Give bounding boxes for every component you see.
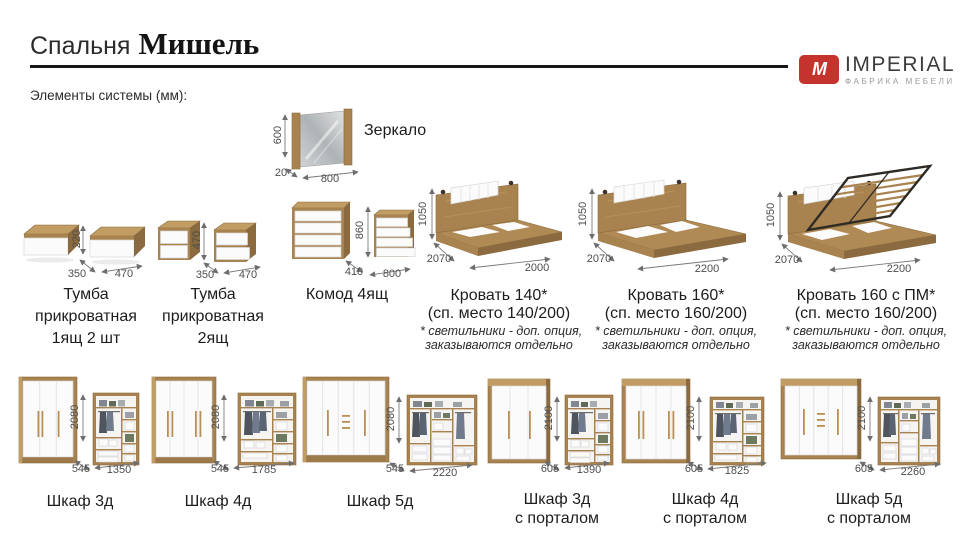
width-dim-label: 800 xyxy=(320,173,340,185)
product-bedside-table-1drawer xyxy=(22,210,150,358)
product-wardrobe-4door-portal xyxy=(620,375,772,535)
nightstand-b xyxy=(90,227,145,265)
height-dim-label: 1050 xyxy=(577,201,589,227)
depth-dim-label: 545 xyxy=(385,463,405,475)
height-dim-label: 220 xyxy=(71,229,83,249)
product-caption xyxy=(282,285,412,304)
width-dim-label: 2200 xyxy=(886,263,912,275)
product-caption xyxy=(15,492,145,511)
page-title-prefix: Спальня xyxy=(30,32,131,60)
product-caption xyxy=(152,284,274,350)
caption-line: Шкаф 5д xyxy=(346,493,414,510)
caption-line: 2ящ xyxy=(197,330,229,347)
product-wardrobe-5door-portal xyxy=(778,375,960,535)
depth-dim-label: 605 xyxy=(540,463,560,475)
bed-note-line1: * светильники - доп. опция, xyxy=(594,324,758,338)
dresser-front-view xyxy=(292,202,350,259)
product-wardrobe-4door xyxy=(148,375,300,533)
bed-note-line2: заказываются отдельно xyxy=(602,338,750,352)
bed-note-line1: * светильники - доп. опция, xyxy=(784,324,948,338)
product-caption xyxy=(300,492,460,511)
product-caption: Кровать 160 с ПМ* xyxy=(796,287,936,304)
imperial-logo-text xyxy=(845,55,955,86)
width-dim-label: 2260 xyxy=(900,466,926,478)
wardrobe-closed-view xyxy=(622,379,690,463)
height-dim-label: 470 xyxy=(191,230,203,250)
product-caption xyxy=(485,490,629,528)
wardrobe-closed-view xyxy=(781,379,861,459)
page-title-series: Мишель xyxy=(138,26,260,61)
height-dim-label: 2100 xyxy=(543,405,555,431)
imperial-logo-badge xyxy=(799,55,839,84)
height-dim-label: 2100 xyxy=(856,405,868,431)
wardrobe-5door-portal-drawing xyxy=(778,375,960,475)
caption-line: Тумба xyxy=(190,286,236,303)
width-dim-label: 1825 xyxy=(724,465,750,477)
elements-subtitle: Элементы системы (мм): xyxy=(30,88,188,103)
caption-line: Шкаф 5д xyxy=(835,491,903,508)
wardrobe-closed-view xyxy=(303,377,389,462)
width-dim-label: 2000 xyxy=(524,262,550,274)
depth-dim-label: 350 xyxy=(195,269,215,281)
imperial-logo xyxy=(799,55,955,86)
wardrobe-closed-view xyxy=(152,377,216,463)
width-dim-label: 1350 xyxy=(106,464,132,476)
caption-line: Шкаф 4д xyxy=(671,491,739,508)
product-caption xyxy=(620,490,790,528)
height-dim-label: 2080 xyxy=(385,406,397,432)
width-dim-label: 1785 xyxy=(251,464,277,476)
caption-line: с порталом xyxy=(826,510,911,527)
height-dim-label: 2080 xyxy=(69,404,81,430)
product-subcaption: (сп. место 140/200) xyxy=(427,305,571,322)
height-dim-label: 2080 xyxy=(210,404,222,430)
caption-line: Комод 4ящ xyxy=(305,286,389,303)
brand-tagline: ФАБРИКА МЕБЕЛИ xyxy=(845,77,955,86)
dresser-open-view xyxy=(374,210,415,257)
product-wardrobe-3door xyxy=(15,375,145,533)
product-bed-160-lift xyxy=(765,158,963,357)
depth-dim-label: 350 xyxy=(67,268,87,280)
mirror-drawing xyxy=(272,103,448,183)
wardrobe-open-view xyxy=(93,393,139,465)
height-dim-label: 2100 xyxy=(685,405,697,431)
width-dim-label: 470 xyxy=(238,269,258,281)
width-dim-label: 470 xyxy=(114,268,134,280)
width-dim-label: 1390 xyxy=(576,464,602,476)
product-subcaption: (сп. место 160/200) xyxy=(604,305,748,322)
bed-shape xyxy=(598,180,746,258)
depth-dim-label: 605 xyxy=(854,463,874,475)
depth-dim-label: 2070 xyxy=(774,254,800,266)
product-caption xyxy=(778,490,960,528)
depth-dim-label: 545 xyxy=(71,463,91,475)
product-subcaption: (сп. место 160/200) xyxy=(794,305,938,322)
depth-dim-label: 410 xyxy=(344,266,364,278)
product-caption: Кровать 140* xyxy=(450,287,548,304)
depth-dim-label: 2070 xyxy=(426,253,452,265)
caption-line: прикроватная xyxy=(162,308,264,325)
caption-line: Шкаф 3д xyxy=(523,491,591,508)
height-dim-label: 1050 xyxy=(765,202,777,228)
caption-line: с порталом xyxy=(514,510,599,527)
page-title xyxy=(30,26,259,62)
caption-line: Тумба xyxy=(63,286,109,303)
product-wardrobe-3door-portal xyxy=(485,375,617,535)
header-divider xyxy=(30,65,788,68)
imperial-monogram-icon: M xyxy=(812,59,826,79)
product-bedside-table-2drawer xyxy=(152,210,274,358)
width-dim-label: 800 xyxy=(382,268,402,280)
nightstand-open xyxy=(214,223,256,262)
caption-line: с порталом xyxy=(662,510,747,527)
depth-dim-label: 605 xyxy=(684,463,704,475)
product-bed-160 xyxy=(578,175,774,357)
wardrobe-4door-drawing xyxy=(148,375,300,475)
caption-line: прикроватная xyxy=(35,308,137,325)
caption-line: Шкаф 3д xyxy=(46,493,114,510)
caption-line: 1ящ 2 шт xyxy=(51,330,121,347)
width-dim-label: 2220 xyxy=(432,467,458,479)
height-dim-label: 1050 xyxy=(417,201,429,227)
bed-shape xyxy=(436,181,562,256)
caption-line: Шкаф 4д xyxy=(184,493,252,510)
bed-note-line1: * светильники - доп. опция, xyxy=(420,324,583,338)
wardrobe-open-view xyxy=(238,393,296,465)
wardrobe-open-view xyxy=(710,397,764,465)
bed-note-line2: заказываются отдельно xyxy=(425,338,573,352)
wardrobe-open-view xyxy=(878,397,940,465)
product-caption xyxy=(22,284,150,350)
wardrobe-open-view xyxy=(407,395,477,465)
depth-dim-label: 20 xyxy=(274,167,288,179)
width-dim-label: 2200 xyxy=(694,263,720,275)
product-caption: Кровать 160* xyxy=(627,287,725,304)
mirror-label: Зеркало xyxy=(364,122,427,139)
product-caption xyxy=(148,492,288,511)
product-bed-140 xyxy=(417,175,583,357)
wardrobe-closed-view xyxy=(488,379,550,463)
wardrobe-open-view xyxy=(565,395,613,465)
product-wardrobe-5door xyxy=(300,375,480,533)
brand-name: IMPERIAL xyxy=(845,53,956,76)
depth-dim-label: 2070 xyxy=(586,253,612,265)
depth-dim-label: 545 xyxy=(210,463,230,475)
height-dim-label: 600 xyxy=(272,125,284,145)
bed-note-line2: заказываются отдельно xyxy=(792,338,940,352)
mirror-shape xyxy=(292,109,352,169)
height-dim-label: 860 xyxy=(354,220,366,240)
